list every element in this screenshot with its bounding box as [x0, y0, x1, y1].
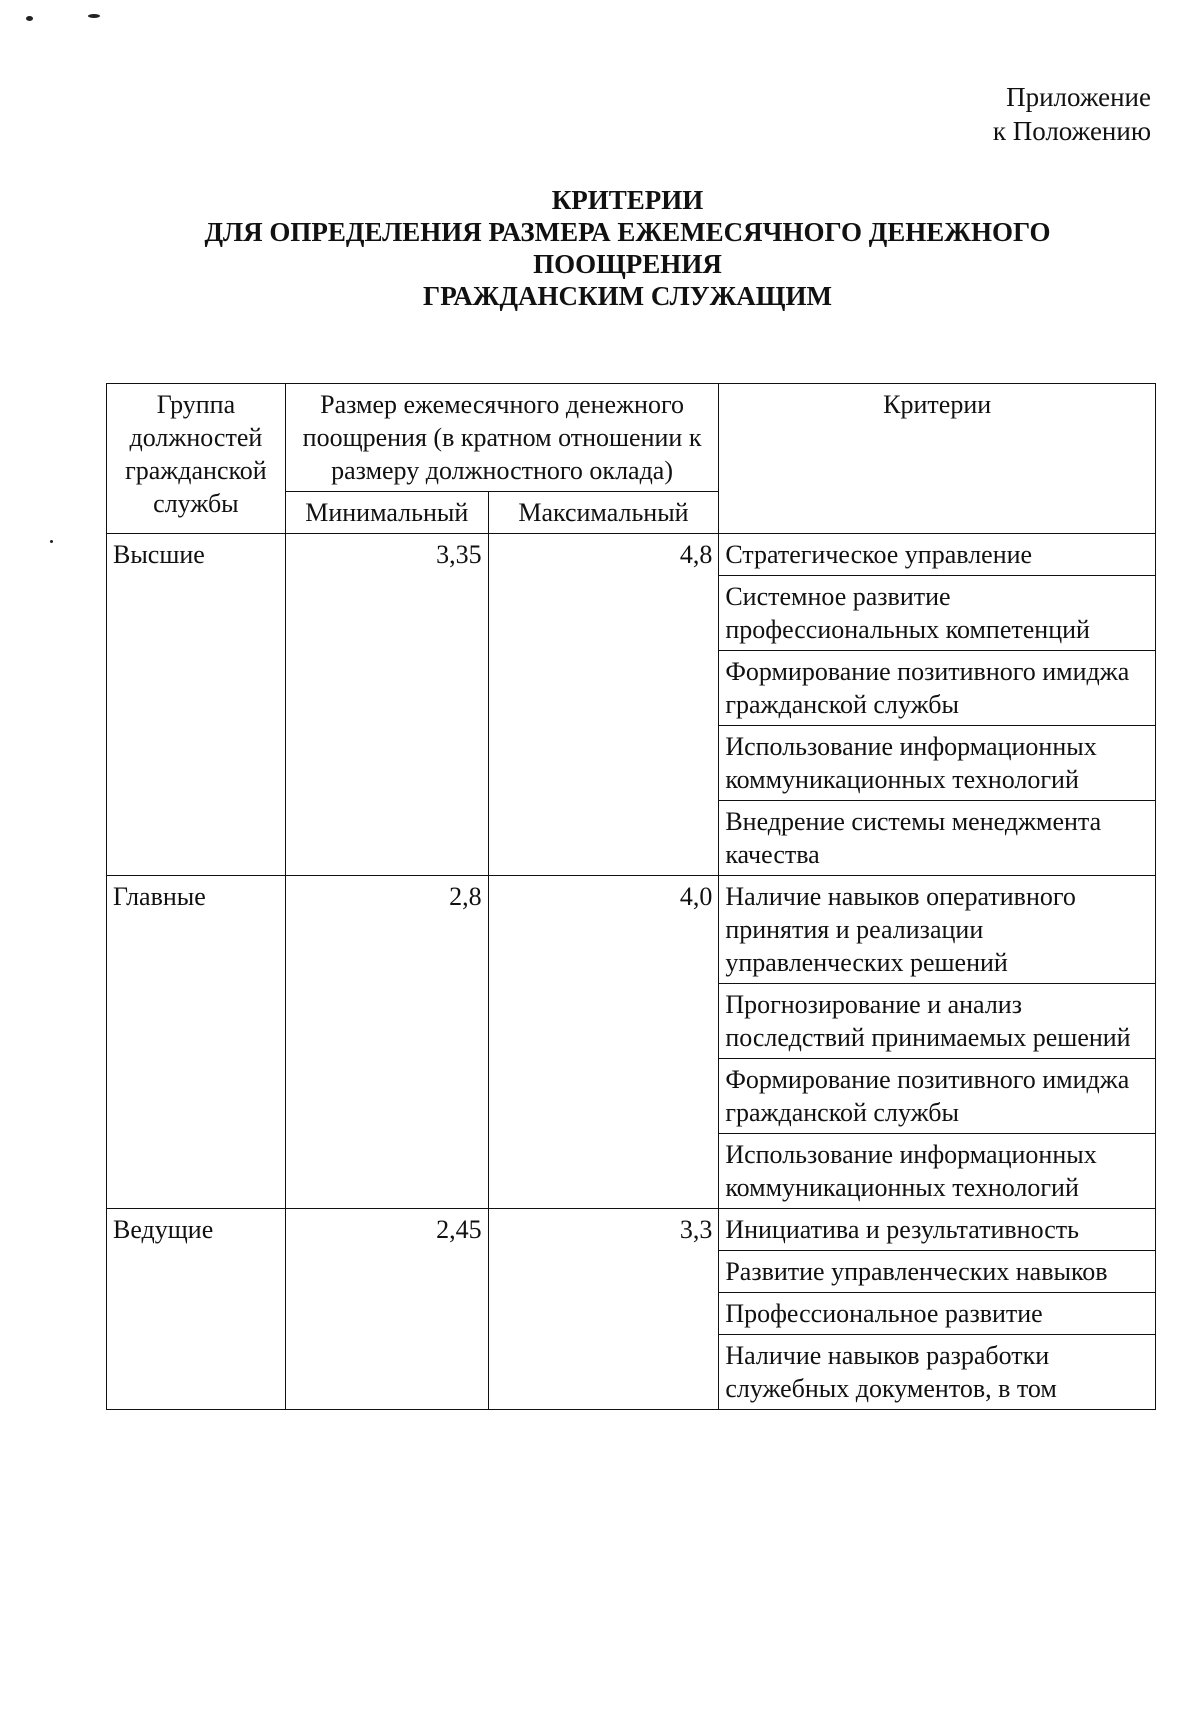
min-cell: 2,8	[285, 876, 488, 1209]
header-group: Группа должностей гражданской службы	[107, 384, 286, 534]
header-max: Максимальный	[488, 492, 719, 534]
criterion-cell: Использование информационных коммуникационных технологий	[719, 726, 1156, 801]
scan-speck	[88, 14, 100, 18]
criterion-cell: Внедрение системы менеджмента качества	[719, 801, 1156, 876]
criterion-cell: Использование информационных коммуникационных технологий	[719, 1134, 1156, 1209]
title-line-3: ПООЩРЕНИЯ	[533, 249, 722, 279]
max-cell: 3,3	[488, 1209, 719, 1410]
title-line-1: КРИТЕРИИ	[551, 185, 704, 215]
max-cell: 4,0	[488, 876, 719, 1209]
group-cell: Ведущие	[107, 1209, 286, 1410]
table-row	[107, 1209, 1156, 1251]
header-min: Минимальный	[285, 492, 488, 534]
min-cell: 2,45	[285, 1209, 488, 1410]
criterion-cell: Формирование позитивного имиджа гражданской службы	[719, 1059, 1156, 1134]
appendix-line-1: Приложение	[1006, 82, 1151, 112]
title-line-4: ГРАЖДАНСКИМ СЛУЖАЩИМ	[423, 281, 832, 311]
group-cell: Главные	[107, 876, 286, 1209]
header-criteria: Критерии	[719, 384, 1156, 534]
criterion-cell: Инициатива и результативность	[719, 1209, 1156, 1251]
criterion-cell: Развитие управленческих навыков	[719, 1251, 1156, 1293]
group-cell: Высшие	[107, 534, 286, 876]
appendix-line-2: к Положению	[992, 116, 1151, 146]
criterion-cell: Формирование позитивного имиджа гражданской службы	[719, 651, 1156, 726]
criterion-cell: Профессиональное развитие	[719, 1293, 1156, 1335]
criterion-cell: Прогнозирование и анализ последствий принимаемых решений	[719, 984, 1156, 1059]
min-cell: 3,35	[285, 534, 488, 876]
header-row	[107, 384, 1156, 492]
document-title	[0, 184, 1200, 312]
title-line-2: ДЛЯ ОПРЕДЕЛЕНИЯ РАЗМЕРА ЕЖЕМЕСЯЧНОГО ДЕНЕЖНОГО	[204, 217, 1051, 247]
criterion-cell: Стратегическое управление	[719, 534, 1156, 576]
table-row	[107, 876, 1156, 984]
criteria-table	[106, 383, 1156, 1410]
scan-speck	[50, 540, 53, 543]
header-size: Размер ежемесячного денежного поощрения (в кратном отношении к размеру должностного оклада)	[285, 384, 718, 492]
criterion-cell: Наличие навыков разработки служебных документов, в том	[719, 1335, 1156, 1410]
scan-speck	[26, 16, 33, 21]
criterion-cell: Системное развитие профессиональных компетенций	[719, 576, 1156, 651]
criterion-cell: Наличие навыков оперативного принятия и реализации управленческих решений	[719, 876, 1156, 984]
table-row	[107, 534, 1156, 576]
max-cell: 4,8	[488, 534, 719, 876]
appendix-note	[993, 80, 1151, 148]
